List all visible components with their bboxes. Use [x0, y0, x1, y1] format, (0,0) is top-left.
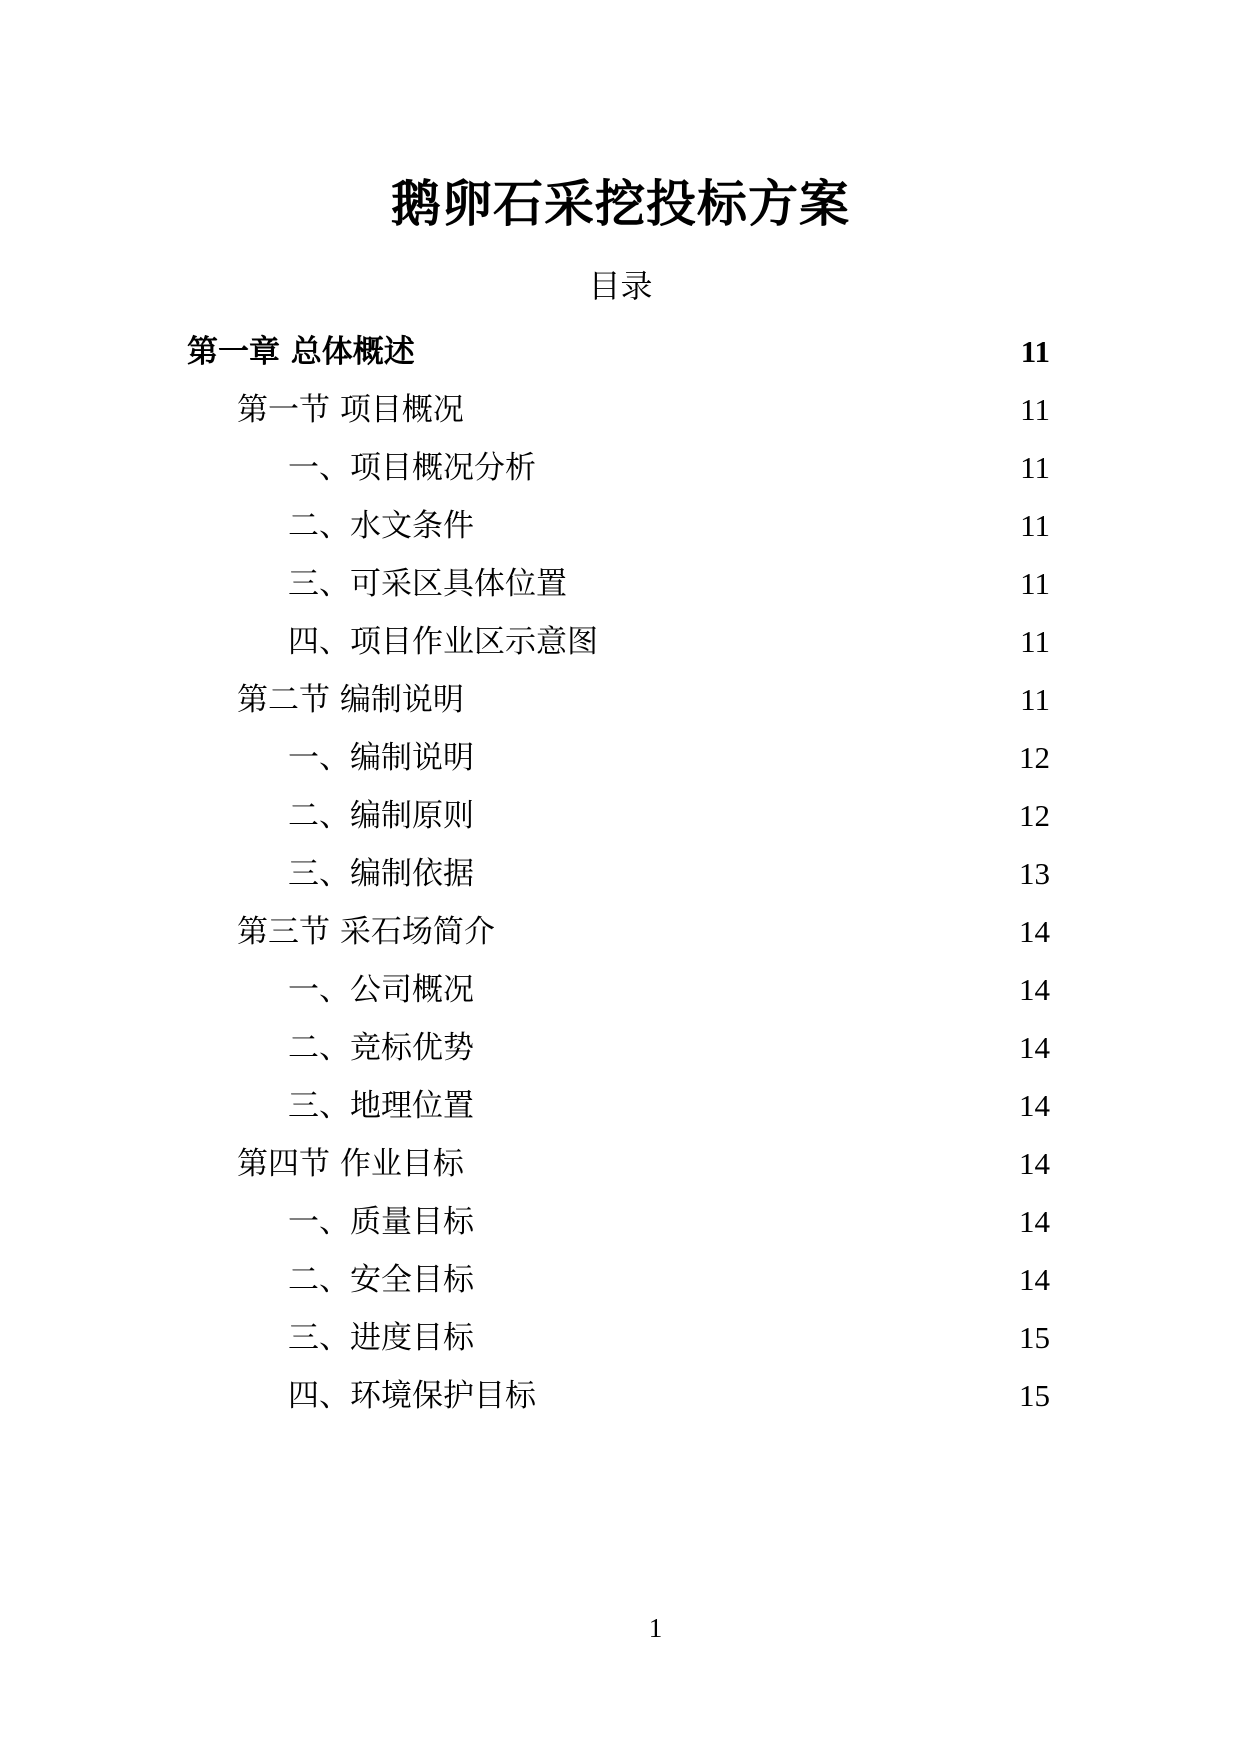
toc-entry[interactable] [0, 678, 1241, 743]
toc-entry[interactable] [0, 620, 1241, 685]
toc-entry-title: 第一章 总体概述 [187, 334, 415, 370]
toc-entry[interactable] [0, 388, 1241, 453]
toc-entry[interactable] [0, 504, 1241, 569]
toc-entry-title: 一、编制说明 [288, 740, 474, 776]
toc-entry-page: 13 [1019, 856, 1050, 891]
toc-entry[interactable] [0, 1374, 1241, 1439]
page-number: 1 [648, 1613, 663, 1643]
toc-entry-title: 四、环境保护目标 [288, 1378, 536, 1414]
toc-entry-title: 二、编制原则 [288, 798, 474, 834]
toc-entry-page: 14 [1019, 1088, 1050, 1123]
toc-heading: 目录 [588, 267, 653, 305]
toc-entry[interactable] [0, 852, 1241, 917]
toc-entry-page: 11 [1020, 392, 1050, 427]
toc-entry[interactable] [0, 562, 1241, 627]
toc-entry-title: 第三节 采石场简介 [237, 914, 495, 950]
toc-entry-title: 第四节 作业目标 [237, 1146, 464, 1182]
toc-entry-page: 11 [1020, 334, 1050, 369]
toc-entry-title: 一、项目概况分析 [288, 450, 536, 486]
toc-entry-page: 12 [1019, 798, 1050, 833]
toc-entry-page: 14 [1019, 1030, 1050, 1065]
toc-entry-page: 11 [1020, 450, 1050, 485]
toc-entry[interactable] [0, 446, 1241, 511]
toc-entry-page: 14 [1019, 914, 1050, 949]
toc-entry-title: 二、安全目标 [288, 1262, 474, 1298]
toc-entry-title: 二、竞标优势 [288, 1030, 474, 1066]
toc-entry[interactable] [0, 1084, 1241, 1149]
toc-entry[interactable] [0, 794, 1241, 859]
toc-entry[interactable] [0, 736, 1241, 801]
toc-entry-page: 11 [1020, 682, 1050, 717]
toc-entry[interactable] [0, 1316, 1241, 1381]
toc-entry[interactable] [0, 910, 1241, 975]
toc-entry-title: 一、公司概况 [288, 972, 474, 1008]
toc-entry[interactable] [0, 1258, 1241, 1323]
document-title: 鹅卵石采挖投标方案 [391, 175, 850, 233]
toc-entry-page: 15 [1019, 1320, 1050, 1355]
toc-entry[interactable] [0, 968, 1241, 1033]
toc-entry-page: 15 [1019, 1378, 1050, 1413]
toc-entry-title: 二、水文条件 [288, 508, 474, 544]
toc-entry-title: 三、地理位置 [288, 1088, 474, 1124]
toc-entry-page: 14 [1019, 1262, 1050, 1297]
toc-entry-title: 第一节 项目概况 [237, 392, 464, 428]
toc-entry-page: 14 [1019, 1146, 1050, 1181]
toc-entry-title: 三、编制依据 [288, 856, 474, 892]
toc-entry[interactable] [0, 1142, 1241, 1207]
toc-entry-page: 12 [1019, 740, 1050, 775]
toc-entry[interactable] [0, 1026, 1241, 1091]
toc-entry-page: 14 [1019, 972, 1050, 1007]
toc-entry-page: 14 [1019, 1204, 1050, 1239]
toc-entry-title: 四、项目作业区示意图 [288, 624, 598, 660]
toc-entry-page: 11 [1020, 624, 1050, 659]
toc-entry-title: 三、可采区具体位置 [288, 566, 567, 602]
toc-entry-title: 三、进度目标 [288, 1320, 474, 1356]
toc-entry[interactable] [0, 1200, 1241, 1265]
toc-entry-page: 11 [1020, 508, 1050, 543]
toc-entry-title: 第二节 编制说明 [237, 682, 464, 718]
toc-entry-title: 一、质量目标 [288, 1204, 474, 1240]
toc-entry-page: 11 [1020, 566, 1050, 601]
toc-entry[interactable] [0, 330, 1241, 395]
